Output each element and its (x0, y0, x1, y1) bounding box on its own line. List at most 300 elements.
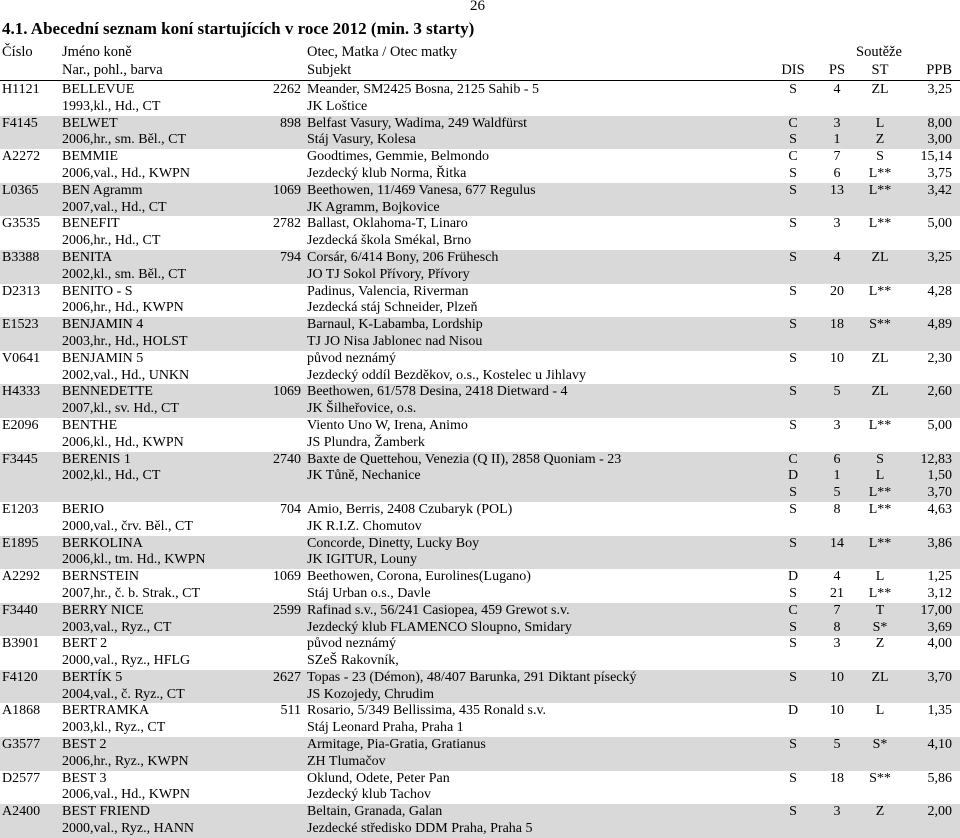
owner-subject: JK IGITUR, Louny (307, 552, 418, 568)
owner-subject: TJ JO Nisa Jablonec nad Nisou (307, 333, 483, 349)
page-number: 26 (470, 0, 485, 14)
owner-subject: Jezdecká stáj Schneider, Plzeň (307, 300, 478, 316)
owner-subject: ZH Tlumačov (307, 753, 386, 769)
header-nar: Nar., pohl., barva (62, 62, 163, 78)
horse-id: H4333 (2, 384, 41, 400)
horse-id: D2313 (2, 283, 41, 299)
header-row-1 (0, 43, 960, 62)
birth-sex-color: 2000,val., Ryz., HFLG (62, 653, 191, 669)
horse-row-line (0, 351, 960, 368)
result-dis: S (789, 417, 797, 433)
result-ps: 18 (830, 770, 844, 786)
pedigree: Ballast, Oklahoma-T, Linaro (307, 216, 468, 232)
header-ps: PS (828, 62, 846, 78)
result-ps: 3 (833, 417, 841, 433)
result-ppb: 3,86 (927, 535, 952, 551)
horse-id: L0365 (2, 182, 39, 198)
result-ppb: 3,70 (927, 485, 952, 501)
result-st: T (875, 602, 885, 618)
horse-row-line (0, 737, 960, 754)
horse-row (0, 418, 960, 452)
result-st: ZL (871, 384, 889, 400)
birth-sex-color: 2006,hr., Hd., CT (62, 233, 161, 249)
result-st: L** (868, 165, 892, 181)
horse-row-line (0, 552, 960, 569)
result-ppb: 3,70 (927, 669, 952, 685)
result-ppb: 4,89 (927, 317, 952, 333)
horse-row-line (0, 435, 960, 452)
horse-row (0, 804, 960, 838)
result-dis: S (789, 82, 797, 97)
pedigree: Meander, SM2425 Bosna, 2125 Sahib - 5 (307, 82, 539, 97)
birth-sex-color: 2002,kl., Hd., CT (62, 468, 161, 484)
result-ppb: 8,00 (927, 115, 952, 131)
result-dis: D (787, 468, 799, 484)
result-dis: S (789, 501, 797, 517)
horse-row-line (0, 452, 960, 469)
horse-row (0, 250, 960, 284)
result-ps: 21 (830, 585, 844, 601)
horse-row (0, 502, 960, 536)
result-ps: 5 (833, 737, 841, 753)
horse-id: A2400 (2, 804, 41, 820)
header-row-2 (0, 61, 960, 80)
birth-sex-color: 2007,val., Hd., CT (62, 199, 167, 215)
horse-row-line (0, 149, 960, 166)
pedigree: Viento Uno W, Irena, Animo (307, 417, 468, 433)
result-ppb: 15,14 (920, 149, 952, 165)
horse-id: E1203 (2, 501, 39, 517)
result-ps: 18 (830, 317, 844, 333)
result-st: L** (868, 182, 892, 198)
header-soutese: Soutěže (856, 44, 902, 60)
horse-row-line (0, 82, 960, 99)
pedigree: Baxte de Quettehou, Venezia (Q II), 2858 Quoniam - 23 (307, 451, 622, 467)
horse-row (0, 452, 960, 502)
pedigree: Padinus, Valencia, Riverman (307, 283, 469, 299)
horse-id: A2272 (2, 149, 41, 165)
result-st: S (876, 149, 884, 165)
result-ps: 6 (833, 165, 841, 181)
result-ppb: 3,25 (927, 249, 952, 265)
birth-sex-color: 2000,val., črv. Běl., CT (62, 518, 193, 534)
horse-row-line (0, 670, 960, 687)
result-ppb: 1,50 (927, 468, 952, 484)
result-ps: 3 (833, 115, 841, 131)
horse-name: BELWET (62, 115, 118, 131)
horse-row-line (0, 183, 960, 200)
horse-id: G3577 (2, 737, 41, 753)
pedigree: Goodtimes, Gemmie, Belmondo (307, 149, 489, 165)
horse-row-line (0, 754, 960, 771)
result-ppb: 2,30 (927, 350, 952, 366)
result-ppb: 2,60 (927, 384, 952, 400)
horse-row (0, 536, 960, 570)
horse-row (0, 183, 960, 217)
registry-number: 2262 (273, 82, 301, 97)
result-dis: C (788, 115, 798, 131)
result-dis: S (789, 585, 797, 601)
horse-row-line (0, 250, 960, 267)
result-dis: S (789, 737, 797, 753)
horse-row (0, 384, 960, 418)
horse-id: E1895 (2, 535, 39, 551)
birth-sex-color: 2003,kl., Ryz., CT (62, 720, 166, 736)
horse-id: G3535 (2, 216, 41, 232)
result-st: ZL (871, 249, 889, 265)
result-dis: C (788, 451, 798, 467)
page-title: 4.1. Abecední seznam koní startujících v roce 2012 (min. 3 starty) (2, 19, 475, 38)
pedigree: Beethowen, 11/469 Vanesa, 677 Regulus (307, 182, 536, 198)
result-st: S** (869, 317, 891, 333)
owner-subject: JS Kozojedy, Chrudim (307, 686, 435, 702)
result-dis: S (789, 249, 797, 265)
result-dis: C (788, 149, 798, 165)
result-ppb: 3,42 (927, 182, 952, 198)
result-st: S* (872, 737, 888, 753)
registry-number: 1069 (273, 384, 301, 400)
horse-row-line (0, 132, 960, 149)
result-dis: S (789, 770, 797, 786)
horse-row (0, 603, 960, 637)
result-ps: 8 (833, 501, 841, 517)
result-st: L (875, 115, 885, 131)
pedigree: Rafinad s.v., 56/241 Casiopea, 459 Grewot s.v. (307, 602, 570, 618)
birth-sex-color: 2003,hr., Hd., HOLST (62, 333, 188, 349)
owner-subject: JK Tůně, Nechanice (307, 468, 421, 484)
birth-sex-color: 2000,val., Ryz., HANN (62, 821, 195, 837)
horse-name: BENITA (62, 249, 113, 265)
horse-row-line (0, 284, 960, 301)
birth-sex-color: 2002,val., Hd., UNKN (62, 367, 190, 383)
result-st: Z (875, 636, 885, 652)
registry-number: 511 (280, 703, 301, 719)
pedigree: Beethowen, Corona, Eurolines(Lugano) (307, 569, 531, 585)
result-dis: S (789, 636, 797, 652)
horse-name: BERIO (62, 501, 104, 517)
horse-row-line (0, 620, 960, 637)
horse-id: A1868 (2, 703, 41, 719)
result-dis: S (789, 485, 797, 501)
result-ppb: 2,00 (927, 804, 952, 820)
horse-id: V0641 (2, 350, 41, 366)
birth-sex-color: 2006,val., Hd., KWPN (62, 787, 190, 803)
pedigree: Belfast Vasury, Wadima, 249 Waldfürst (307, 115, 528, 131)
horse-id: B3388 (2, 249, 40, 265)
horse-name: BERTRAMKA (62, 703, 150, 719)
result-ps: 5 (833, 485, 841, 501)
horse-name: BENJAMIN 5 (62, 350, 144, 366)
result-ps: 4 (833, 249, 841, 265)
result-st: S (876, 451, 884, 467)
horse-row (0, 149, 960, 183)
pedigree: Beltain, Granada, Galan (307, 804, 443, 820)
horse-name: BERENIS 1 (62, 451, 131, 467)
result-st: L** (868, 485, 892, 501)
owner-subject: JO TJ Sokol Přívory, Přívory (307, 266, 470, 282)
horse-row-line (0, 502, 960, 519)
horse-row-line (0, 300, 960, 317)
horse-row-line (0, 468, 960, 485)
horse-row-line (0, 368, 960, 385)
header-subjekt: Subjekt (307, 62, 352, 78)
registry-number: 704 (280, 501, 301, 517)
horse-row (0, 317, 960, 351)
result-dis: D (787, 703, 799, 719)
horse-name: BERNSTEIN (62, 569, 139, 585)
result-dis: C (788, 602, 798, 618)
horse-row-line (0, 519, 960, 536)
result-dis: S (789, 132, 797, 148)
pedigree: Amio, Berris, 2408 Czubaryk (POL) (307, 501, 513, 517)
horse-row-line (0, 536, 960, 553)
result-ppb: 1,25 (927, 569, 952, 585)
result-st: ZL (871, 350, 889, 366)
result-st: L (875, 468, 885, 484)
result-dis: S (789, 317, 797, 333)
horse-row-line (0, 703, 960, 720)
registry-number: 2599 (273, 602, 301, 618)
result-ppb: 3,75 (927, 165, 952, 181)
horse-id: F4145 (2, 115, 38, 131)
header-dis: DIS (781, 62, 805, 78)
pedigree: Corsár, 6/414 Bony, 206 Frühesch (307, 249, 499, 265)
result-ps: 4 (833, 569, 841, 585)
result-ppb: 12,83 (920, 451, 952, 467)
horse-row-line (0, 418, 960, 435)
owner-subject: JK R.I.Z. Chomutov (307, 518, 422, 534)
horse-name: BEST FRIEND (62, 804, 151, 820)
header-otec: Otec, Matka / Otec matky (307, 44, 458, 60)
horse-row-line (0, 233, 960, 250)
result-ps: 7 (833, 149, 841, 165)
horse-name: BENEFIT (62, 216, 120, 232)
horse-row-line (0, 334, 960, 351)
result-ps: 13 (830, 182, 844, 198)
result-st: Z (875, 132, 885, 148)
horse-name: BEN Agramm (62, 182, 143, 198)
result-dis: S (789, 619, 797, 635)
birth-sex-color: 2006,val., Hd., KWPN (62, 165, 190, 181)
pedigree: původ neznámý (307, 636, 397, 652)
result-dis: S (789, 216, 797, 232)
horse-row-line (0, 804, 960, 821)
result-ppb: 3,00 (927, 132, 952, 148)
owner-subject: Jezdecký klub Tachov (307, 787, 431, 803)
horse-name: BENITO - S (62, 283, 133, 299)
registry-number: 1069 (273, 182, 301, 198)
registry-number: 898 (280, 115, 301, 131)
birth-sex-color: 2004,val., č. Ryz., CT (62, 686, 185, 702)
result-st: L** (868, 535, 892, 551)
horse-row-line (0, 166, 960, 183)
owner-subject: Jezdecký oddíl Bezděkov, o.s., Kostelec u Jihlavy (307, 367, 587, 383)
horse-row-line (0, 116, 960, 133)
horse-row (0, 351, 960, 385)
horse-id: H1121 (2, 82, 40, 97)
horse-row-line (0, 821, 960, 838)
pedigree: Rosario, 5/349 Bellissima, 435 Ronald s.v. (307, 703, 547, 719)
horse-row (0, 737, 960, 771)
result-st: L** (868, 216, 892, 232)
horse-row-line (0, 200, 960, 217)
result-dis: S (789, 350, 797, 366)
horse-row-line (0, 317, 960, 334)
header-cislo: Číslo (2, 44, 33, 60)
result-ps: 7 (833, 602, 841, 618)
horse-row-line (0, 384, 960, 401)
result-dis: S (789, 182, 797, 198)
horse-name: BENJAMIN 4 (62, 317, 144, 333)
horse-row-line (0, 569, 960, 586)
horse-name: BERTÍK 5 (62, 669, 123, 685)
registry-number: 1069 (273, 569, 301, 585)
result-st: L (875, 703, 885, 719)
horse-row (0, 771, 960, 805)
pedigree: Topas - 23 (Démon), 48/407 Barunka, 291 Diktant písecký (307, 669, 637, 685)
horse-row-line (0, 787, 960, 804)
owner-subject: SZeŠ Rakovník, (307, 653, 399, 669)
header-jmeno: Jméno koně (62, 44, 132, 60)
owner-subject: Jezdecká škola Smékal, Brno (307, 233, 472, 249)
result-ppb: 4,63 (927, 501, 952, 517)
birth-sex-color: 2007,hr., č. b. Strak., CT (62, 585, 201, 601)
result-dis: S (789, 384, 797, 400)
result-ppb: 3,25 (927, 82, 952, 97)
owner-subject: JS Plundra, Žamberk (307, 434, 425, 450)
result-ppb: 4,28 (927, 283, 952, 299)
birth-sex-color: 2006,kl., Hd., KWPN (62, 434, 184, 450)
result-ps: 3 (833, 216, 841, 232)
result-ps: 10 (830, 703, 844, 719)
result-ps: 4 (833, 82, 841, 97)
header-divider (0, 80, 960, 81)
birth-sex-color: 2006,hr., Hd., KWPN (62, 300, 184, 316)
horse-name: BERKOLINA (62, 535, 143, 551)
owner-subject: Stáj Leonard Praha, Praha 1 (307, 720, 464, 736)
horse-row (0, 636, 960, 670)
horse-row-line (0, 653, 960, 670)
horse-id: F3440 (2, 602, 38, 618)
result-dis: S (789, 669, 797, 685)
result-ppb: 3,69 (927, 619, 952, 635)
result-dis: S (789, 804, 797, 820)
owner-subject: JK Šilheřovice, o.s. (307, 401, 417, 417)
birth-sex-color: 2002,kl., sm. Běl., CT (62, 266, 187, 282)
result-st: S** (869, 770, 891, 786)
result-dis: S (789, 283, 797, 299)
horse-row-line (0, 771, 960, 788)
owner-subject: JK Agramm, Bojkovice (307, 199, 440, 215)
birth-sex-color: 1993,kl., Hd., CT (62, 98, 161, 114)
result-ppb: 3,12 (927, 585, 952, 601)
horse-id: B3901 (2, 636, 40, 652)
owner-subject: Jezdecký klub FLAMENCO Sloupno, Smidary (307, 619, 572, 635)
horse-name: BERRY NICE (62, 602, 144, 618)
result-st: L** (868, 585, 892, 601)
result-st: L (875, 569, 885, 585)
horse-id: D2577 (2, 770, 41, 786)
registry-number: 794 (280, 249, 301, 265)
result-dis: S (789, 535, 797, 551)
result-ppb: 1,35 (927, 703, 952, 719)
result-ps: 6 (833, 451, 841, 467)
pedigree: Barnaul, K-Labamba, Lordship (307, 317, 483, 333)
birth-sex-color: 2006,kl., tm. Hd., KWPN (62, 552, 206, 568)
horse-name: BENTHE (62, 417, 118, 433)
result-ps: 10 (830, 350, 844, 366)
horse-table (0, 82, 960, 838)
pedigree: Armitage, Pia-Gratia, Gratianus (307, 737, 486, 753)
pedigree: Beethowen, 61/578 Desina, 2418 Dietward - 4 (307, 384, 568, 400)
owner-subject: Jezdecký klub Norma, Řitka (307, 165, 467, 181)
horse-row-line (0, 636, 960, 653)
result-st: S* (872, 619, 888, 635)
horse-row-line (0, 687, 960, 704)
horse-row (0, 116, 960, 150)
owner-subject: Stáj Vasury, Kolesa (307, 132, 416, 148)
horse-row (0, 670, 960, 704)
horse-name: BEST 2 (62, 737, 107, 753)
owner-subject: JK Loštice (307, 98, 368, 114)
result-ps: 10 (830, 669, 844, 685)
horse-name: BENNEDETTE (62, 384, 153, 400)
birth-sex-color: 2006,hr., sm. Běl., CT (62, 132, 187, 148)
horse-id: E2096 (2, 417, 39, 433)
birth-sex-color: 2007,kl., sv. Hd., CT (62, 401, 179, 417)
result-ppb: 4,00 (927, 636, 952, 652)
result-dis: S (789, 165, 797, 181)
horse-row (0, 284, 960, 318)
result-st: ZL (871, 669, 889, 685)
horse-row-line (0, 720, 960, 737)
result-dis: D (787, 569, 799, 585)
horse-id: A2292 (2, 569, 41, 585)
horse-row (0, 216, 960, 250)
result-st: L** (868, 283, 892, 299)
horse-row-line (0, 485, 960, 502)
horse-id: F3445 (2, 451, 38, 467)
owner-subject: Jezdecké středisko DDM Praha, Praha 5 (307, 821, 533, 837)
result-ppb: 17,00 (920, 602, 952, 618)
result-st: ZL (871, 82, 889, 97)
registry-number: 2782 (273, 216, 301, 232)
result-ps: 14 (830, 535, 844, 551)
horse-name: BERT 2 (62, 636, 108, 652)
horse-id: F4120 (2, 669, 38, 685)
result-ps: 3 (833, 636, 841, 652)
horse-row-line (0, 401, 960, 418)
horse-name: BELLEVUE (62, 82, 135, 97)
result-ps: 5 (833, 384, 841, 400)
result-ppb: 5,86 (927, 770, 952, 786)
result-ppb: 5,00 (927, 417, 952, 433)
horse-id: E1523 (2, 317, 39, 333)
result-ps: 8 (833, 619, 841, 635)
result-ppb: 5,00 (927, 216, 952, 232)
result-ppb: 4,10 (927, 737, 952, 753)
pedigree: původ neznámý (307, 350, 397, 366)
registry-number: 2627 (273, 669, 301, 685)
pedigree: Oklund, Odete, Peter Pan (307, 770, 450, 786)
horse-name: BEMMIE (62, 149, 118, 165)
result-st: L** (868, 417, 892, 433)
horse-row (0, 82, 960, 116)
horse-row-line (0, 267, 960, 284)
horse-name: BEST 3 (62, 770, 107, 786)
result-ps: 1 (833, 132, 841, 148)
result-ps: 1 (833, 468, 841, 484)
